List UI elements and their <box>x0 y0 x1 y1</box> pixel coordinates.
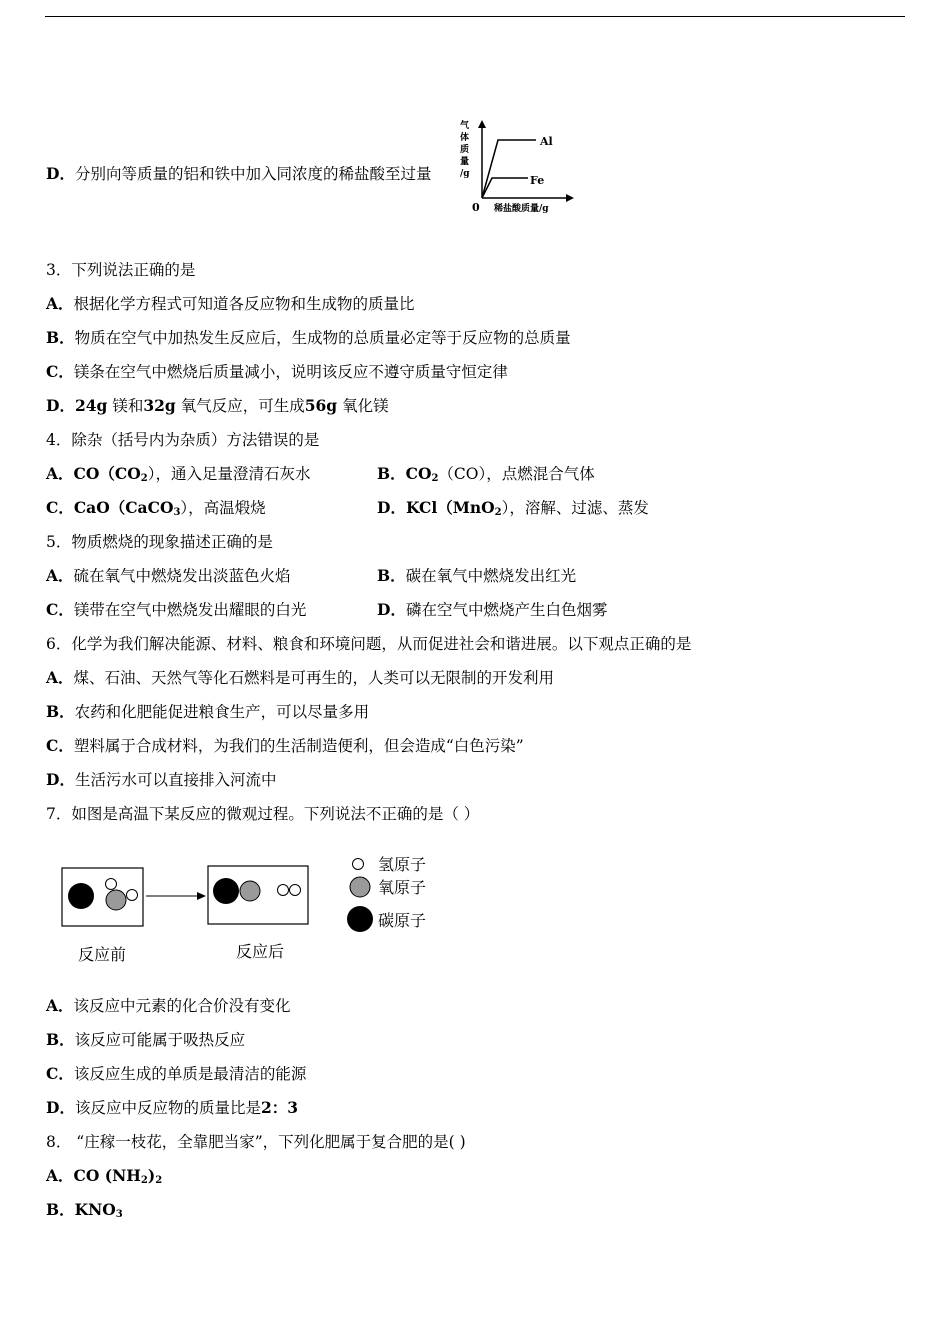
oxygen-legend-icon <box>350 877 370 897</box>
hydrogen-atom-icon <box>290 885 301 896</box>
q5-option-a: A．硫在氧气中燃烧发出淡蓝色火焰 <box>46 566 291 585</box>
q4-option-d: D．KCl（MnO$_2$），溶解、过滤、蒸发 <box>377 498 649 518</box>
q2-option-d: D．分别向等质量的铝和铁中加入同浓度的稀盐酸至过量 <box>46 164 432 183</box>
q7-stem: 7．如图是高温下某反应的微观过程。下列说法不正确的是（ ） <box>46 805 480 823</box>
legend-hydrogen: 氢原子 <box>378 855 427 874</box>
reaction-arrowhead <box>197 892 206 900</box>
gas-mass-graph <box>458 118 578 218</box>
q7-option-b: B．该反应可能属于吸热反应 <box>46 1030 246 1049</box>
q5-option-b: B．碳在氧气中燃烧发出红光 <box>377 566 577 585</box>
q6-option-a: A．煤、石油、天然气等化石燃料是可再生的，人类可以无限制的开发利用 <box>46 668 555 687</box>
hydrogen-atom-icon <box>278 885 289 896</box>
q4-option-c: C．CaO（CaCO$_3$），高温煅烧 <box>46 498 266 518</box>
graph-x-label: 稀盐酸质量/g <box>494 204 549 214</box>
graph-origin: 0 <box>472 201 480 214</box>
carbon-atom-icon <box>213 878 239 904</box>
legend-carbon: 碳原子 <box>378 911 427 930</box>
q4-stem: 4．除杂（括号内为杂质）方法错误的是 <box>46 431 320 449</box>
graph-y-arrow <box>478 120 486 128</box>
graph-y-label-2: 体 <box>460 133 470 143</box>
hydrogen-atom-icon <box>127 890 138 901</box>
q8-option-b: B．$KNO_3$ <box>46 1200 123 1220</box>
graph-y-label-3: 质 <box>460 145 470 155</box>
after-label: 反应后 <box>236 942 285 961</box>
legend-oxygen: 氧原子 <box>378 878 427 897</box>
q5-stem: 5．物质燃烧的现象描述正确的是 <box>46 533 273 551</box>
carbon-atom-icon <box>68 883 94 909</box>
q4-option-a: A．$CO(CO_2)$，通入足量澄清石灰水 <box>46 464 311 484</box>
q8-option-a: A．CO $(NH_2)_2$ <box>46 1166 163 1186</box>
q6-option-d: D．生活污水可以直接排入河流中 <box>46 770 277 789</box>
q7-option-a: A．该反应中元素的化合价没有变化 <box>46 996 291 1015</box>
graph-y-label-5: /g <box>460 169 470 179</box>
graph-series-al: Al <box>540 135 553 148</box>
q6-option-c: C．塑料属于合成材料，为我们的生活制造便利，但会造成“白色污染” <box>46 736 524 755</box>
q3-stem: 3．下列说法正确的是 <box>46 261 196 279</box>
oxygen-atom-icon <box>240 881 260 901</box>
q7-option-d: D．该反应中反应物的质量比是2：3 <box>46 1098 299 1117</box>
graph-line-al <box>482 140 536 198</box>
graph-line-fe <box>482 178 528 198</box>
q7-option-c: C．该反应生成的单质是最清洁的能源 <box>46 1064 307 1083</box>
graph-y-label-4: 量 <box>460 157 470 167</box>
hydrogen-atom-icon <box>106 879 117 890</box>
carbon-legend-icon <box>347 906 373 932</box>
q3-option-b: B．物质在空气中加热发生反应后，生成物的总质量必定等于反应物的总质量 <box>46 328 571 347</box>
before-label: 反应前 <box>78 945 127 964</box>
oxygen-atom-icon <box>106 890 126 910</box>
q8-stem: 8． “庄稼一枝花，全靠肥当家”，下列化肥属于复合肥的是( ) <box>46 1133 466 1151</box>
q3-option-a: A．根据化学方程式可知道各反应物和生成物的质量比 <box>46 294 415 313</box>
q5-option-d: D．磷在空气中燃烧产生白色烟雾 <box>377 600 608 619</box>
q6-option-b: B．农药和化肥能促进粮食生产，可以尽量多用 <box>46 702 370 721</box>
q3-option-d: D．24g 镁和32g 氧气反应，可生成56g 氧化镁 <box>46 396 389 415</box>
q4-option-b: B．$CO_2(CO)$，点燃混合气体 <box>377 464 595 484</box>
q6-stem: 6．化学为我们解决能源、材料、粮食和环境问题，从而促进社会和谐进展。以下观点正确的是 <box>46 635 692 653</box>
graph-x-arrow <box>566 194 574 202</box>
graph-series-fe: Fe <box>530 174 545 187</box>
reaction-diagram <box>58 848 448 968</box>
q3-option-c: C．镁条在空气中燃烧后质量减小，说明该反应不遵守质量守恒定律 <box>46 362 508 381</box>
hydrogen-legend-icon <box>353 859 364 870</box>
header-rule <box>45 16 905 17</box>
graph-y-label-1: 气 <box>460 121 470 131</box>
q5-option-c: C．镁带在空气中燃烧发出耀眼的白光 <box>46 600 307 619</box>
